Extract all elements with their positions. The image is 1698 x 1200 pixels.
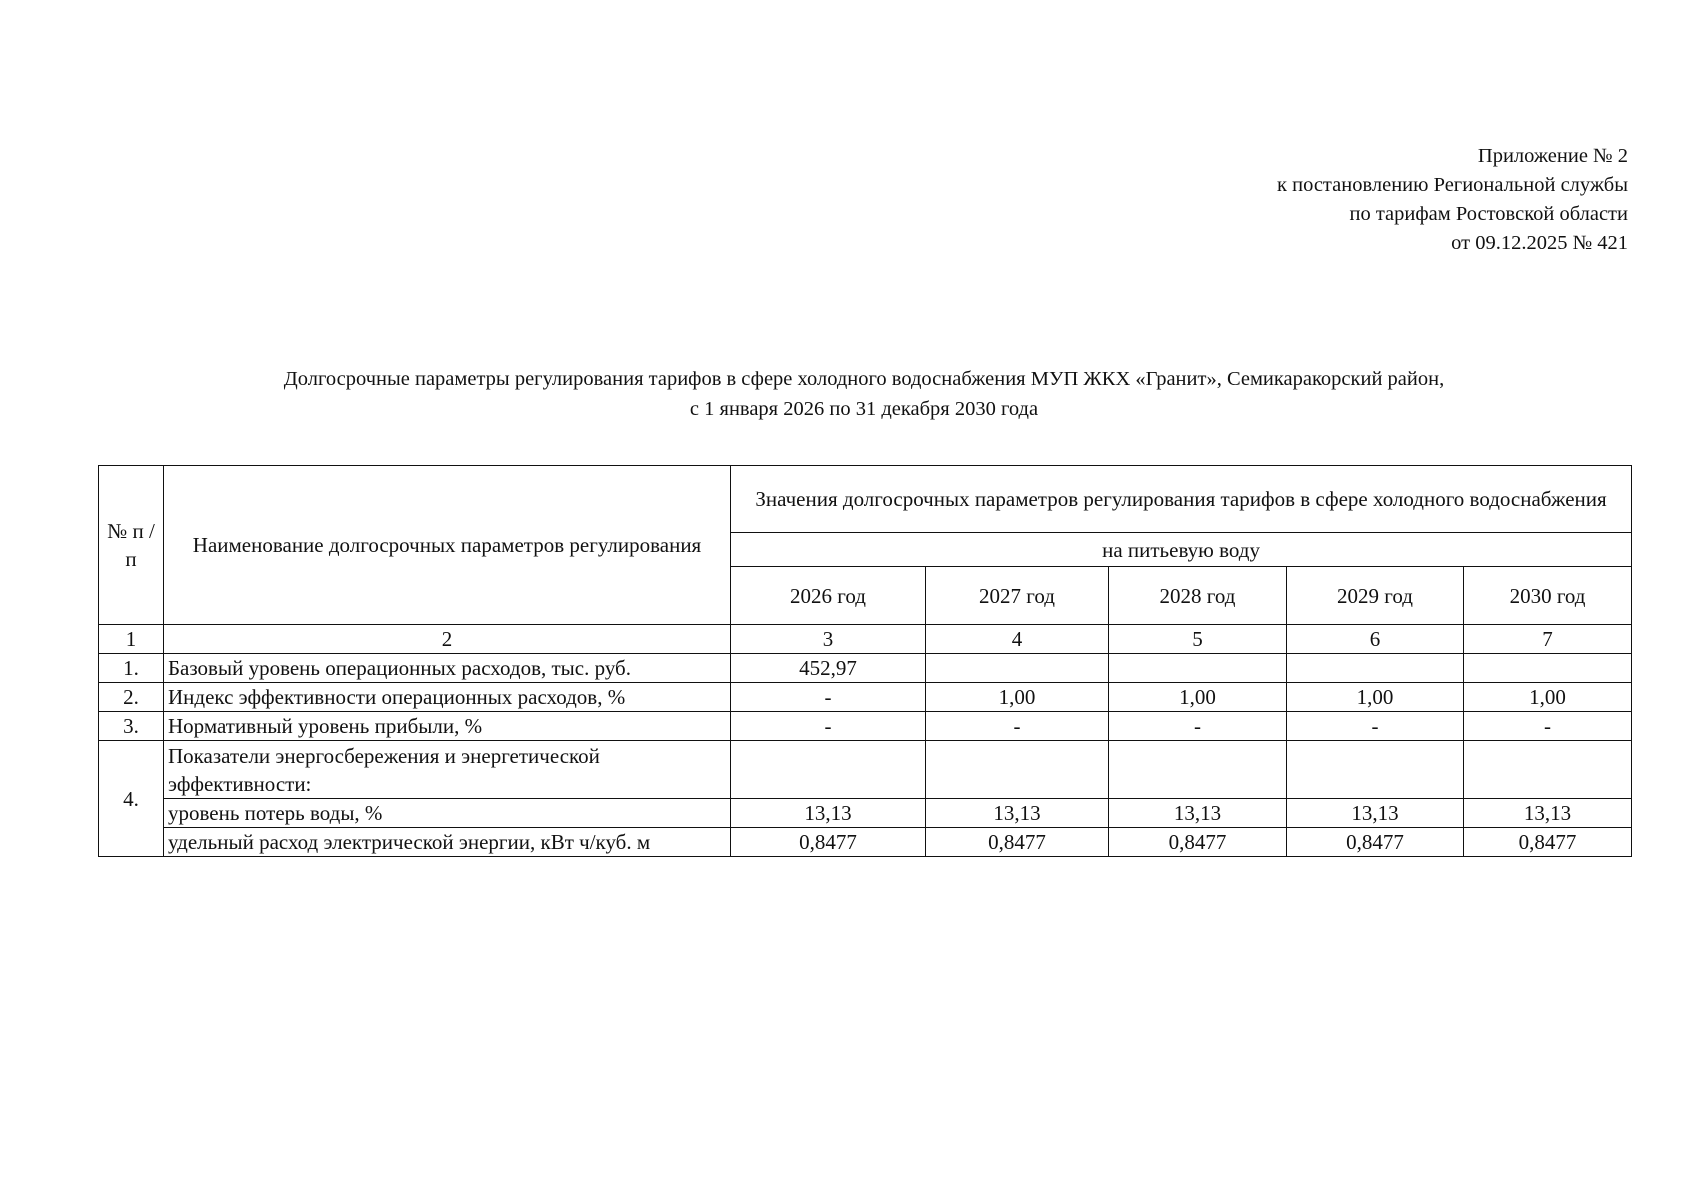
appendix-line-2: к постановлению Региональной службы [1277,174,1628,196]
column-number: 2 [164,625,731,654]
row-value: 1,00 [926,683,1109,712]
column-header-name: Наименование долгосрочных параметров регулирования [164,466,731,625]
row-name: удельный расход электрической энергии, кВт ч/куб. м [164,828,731,857]
row-value: - [1464,712,1632,741]
table-row [99,828,1632,857]
row-value: 0,8477 [1464,828,1632,857]
column-number: 6 [1287,625,1464,654]
row-value [1109,654,1287,683]
column-number: 3 [731,625,926,654]
parameters-table [98,465,1632,857]
document-title [98,364,1630,424]
column-number: 5 [1109,625,1287,654]
appendix-header [1277,142,1628,258]
appendix-line-1: Приложение № 2 [1477,145,1628,167]
row-value: 0,8477 [926,828,1109,857]
row-value-empty [926,741,1109,799]
row-value: 0,8477 [731,828,926,857]
row-name: уровень потерь воды, % [164,799,731,828]
column-number: 1 [99,625,164,654]
row-value: 1,00 [1109,683,1287,712]
row-value-empty [1109,741,1287,799]
table-row [99,799,1632,828]
sub-header-drinking-water: на питьевую воду [731,533,1632,567]
row-name: Базовый уровень операционных расходов, тыс. руб. [164,654,731,683]
row-value: 13,13 [1287,799,1464,828]
column-number: 7 [1464,625,1632,654]
row-value [926,654,1109,683]
row-value: 13,13 [731,799,926,828]
row-value: 452,97 [731,654,926,683]
row-name: Индекс эффективности операционных расходов, % [164,683,731,712]
table-row [99,654,1632,683]
row-value: 0,8477 [1109,828,1287,857]
row-number: 4. [99,741,164,857]
row-name: Показатели энергосбережения и энергетической эффективности: [164,741,731,799]
row-value: 13,13 [926,799,1109,828]
row-number: 1. [99,654,164,683]
row-value-empty [731,741,926,799]
row-value: - [731,683,926,712]
year-header: 2028 год [1109,567,1287,625]
title-line-1: Долгосрочные параметры регулирования тарифов в сфере холодного водоснабжения МУП ЖКХ «Гранит», Семикаракорский район, [283,368,1445,390]
row-value: - [731,712,926,741]
row-name: Нормативный уровень прибыли, % [164,712,731,741]
year-header: 2029 год [1287,567,1464,625]
row-value: - [926,712,1109,741]
row-value [1464,654,1632,683]
table-row [99,683,1632,712]
year-header: 2027 год [926,567,1109,625]
column-header-values: Значения долгосрочных параметров регулирования тарифов в сфере холодного водоснабжения [731,466,1632,533]
row-value: - [1109,712,1287,741]
appendix-line-3: по тарифам Ростовской области [1349,203,1628,225]
row-value: 1,00 [1287,683,1464,712]
row-number: 3. [99,712,164,741]
year-header: 2030 год [1464,567,1632,625]
appendix-line-4: от 09.12.2025 № 421 [1451,232,1628,254]
column-header-number: № п /п [99,466,164,625]
row-value: 0,8477 [1287,828,1464,857]
title-line-2: с 1 января 2026 по 31 декабря 2030 года [689,398,1039,420]
row-value [1287,654,1464,683]
table-row [99,712,1632,741]
row-value: 13,13 [1109,799,1287,828]
row-number: 2. [99,683,164,712]
column-number-row [99,625,1632,654]
row-value: 13,13 [1464,799,1632,828]
year-header: 2026 год [731,567,926,625]
row-value-empty [1287,741,1464,799]
row-value: - [1287,712,1464,741]
header-row-1 [99,466,1632,533]
table-row-energy-heading [99,741,1632,799]
row-value: 1,00 [1464,683,1632,712]
row-value-empty [1464,741,1632,799]
column-number: 4 [926,625,1109,654]
